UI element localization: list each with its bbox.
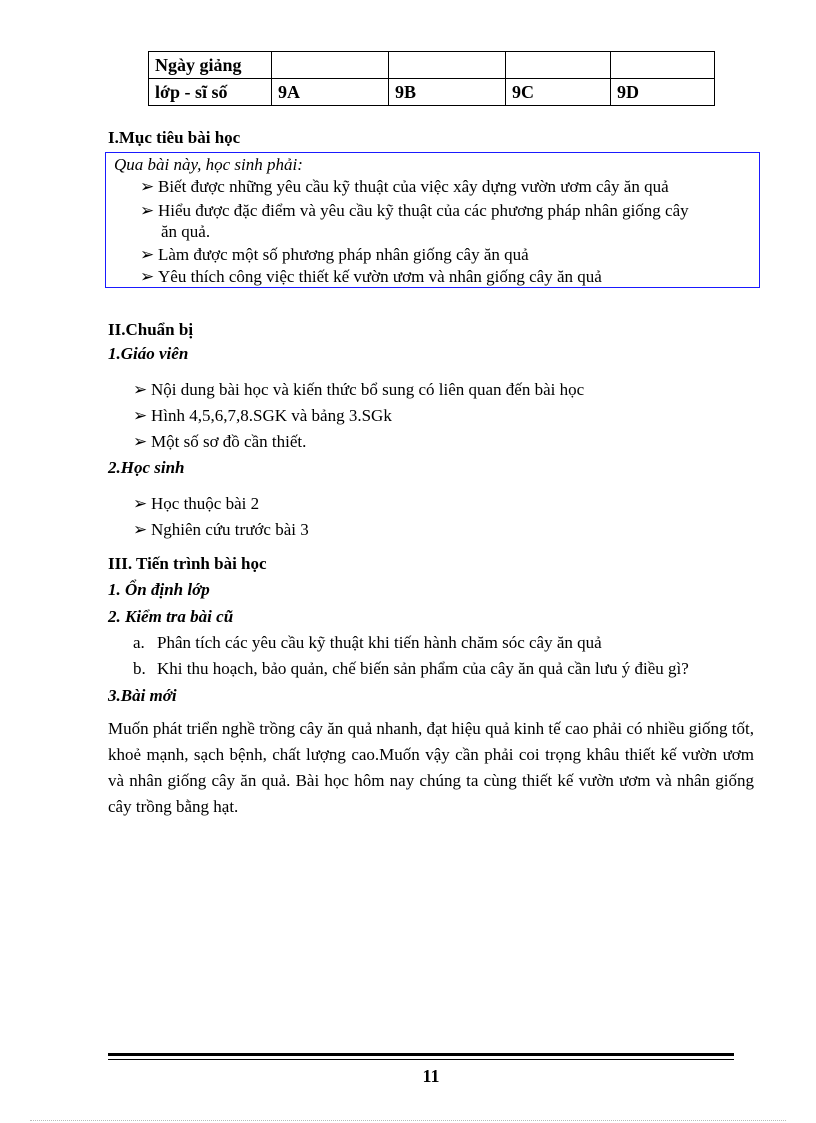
list-item-text: Biết được những yêu cầu kỹ thuật của việc xây dựng vườn ươm cây ăn quả: [158, 177, 669, 196]
table-cell: 9D: [611, 79, 715, 106]
table-cell: 9A: [272, 79, 389, 106]
table-cell: [611, 52, 715, 79]
arrow-bullet-icon: ➢: [133, 520, 148, 539]
page-edge-divider: [30, 1120, 786, 1121]
section-heading-preparation: II.Chuẩn bị: [108, 320, 194, 339]
arrow-bullet-icon: ➢: [133, 494, 148, 513]
list-item: [140, 177, 669, 197]
table-row: [149, 52, 715, 79]
list-item: [133, 633, 602, 653]
subheading-teacher: 1.Giáo viên: [108, 344, 189, 363]
list-item-text: Phân tích các yêu cầu kỹ thuật khi tiến hành chăm sóc cây ăn quả: [157, 633, 602, 652]
list-item-text: Nghiên cứu trước bài 3: [151, 520, 309, 539]
objectives-intro: Qua bài này, học sinh phải:: [114, 155, 303, 174]
list-item-text: Học thuộc bài 2: [151, 494, 260, 513]
list-item: [133, 406, 392, 426]
list-marker: b.: [133, 659, 146, 678]
list-item: [133, 520, 309, 540]
table-cell: 9C: [506, 79, 611, 106]
list-item-text: Khi thu hoạch, bảo quản, chế biến sản phẩm của cây ăn quả cần lưu ý điều gì?: [157, 659, 689, 678]
subheading-class-stabilization: 1. Ổn định lớp: [108, 580, 210, 599]
list-item: [133, 380, 584, 400]
list-item: [133, 494, 259, 514]
subheading-new-lesson: 3.Bài mới: [108, 686, 177, 705]
list-item: [140, 245, 529, 265]
footer-divider-thick: [108, 1053, 734, 1056]
list-item: [140, 201, 689, 221]
arrow-bullet-icon: ➢: [140, 201, 155, 220]
list-item-text: Yêu thích công việc thiết kế vườn ươm và nhân giống cây ăn quả: [158, 267, 602, 286]
objectives-box: [105, 152, 760, 288]
list-item-text: Làm được một số phương pháp nhân giống cây ăn quả: [158, 245, 529, 264]
list-item: [140, 267, 602, 287]
table-cell: 9B: [389, 79, 506, 106]
table-cell: [272, 52, 389, 79]
arrow-bullet-icon: ➢: [140, 177, 155, 196]
list-item-text: Hình 4,5,6,7,8.SGK và bảng 3.SGk: [151, 406, 392, 425]
list-item-text: Nội dung bài học và kiến thức bổ sung có liên quan đến bài học: [151, 380, 585, 399]
footer-divider-thin: [108, 1059, 734, 1060]
table-cell: lớp - sĩ số: [149, 79, 272, 106]
table-cell: Ngày giảng: [149, 52, 272, 79]
list-item-text: Một số sơ đồ cần thiết.: [151, 432, 307, 451]
list-item: [133, 659, 689, 679]
page-number: 11: [422, 1066, 440, 1086]
subheading-student: 2.Học sinh: [108, 458, 185, 477]
list-marker: a.: [133, 633, 145, 652]
list-item-continuation: ăn quả.: [161, 222, 211, 241]
subheading-review: 2. Kiểm tra bài cũ: [108, 607, 234, 626]
arrow-bullet-icon: ➢: [133, 406, 148, 425]
table-cell: [389, 52, 506, 79]
body-paragraph: Muốn phát triển nghề trồng cây ăn quả nhanh, đạt hiệu quả kinh tế cao phải có nhiều giống tốt, khoẻ mạnh, sạch bệnh, chất lượng cao.Muốn vậy cần phải coi trọng khâu thiết kế vườn ươm và nhân giống cây ăn quả. Bài học hôm nay chúng ta cùng thiết kế vườn ươm và nhân giống cây trồng bằng hạt.: [108, 719, 754, 816]
section-heading-objectives: I.Mục tiêu bài học: [108, 128, 241, 147]
section-heading-lesson-process: III. Tiến trình bài học: [108, 554, 267, 573]
table-row: [149, 79, 715, 106]
arrow-bullet-icon: ➢: [133, 380, 148, 399]
arrow-bullet-icon: ➢: [133, 432, 148, 451]
schedule-table: [148, 51, 715, 106]
list-item: [133, 432, 306, 452]
table-cell: [506, 52, 611, 79]
arrow-bullet-icon: ➢: [140, 267, 155, 286]
list-item-text: Hiểu được đặc điểm và yêu cầu kỹ thuật của các phương pháp nhân giống cây: [158, 201, 689, 220]
arrow-bullet-icon: ➢: [140, 245, 155, 264]
